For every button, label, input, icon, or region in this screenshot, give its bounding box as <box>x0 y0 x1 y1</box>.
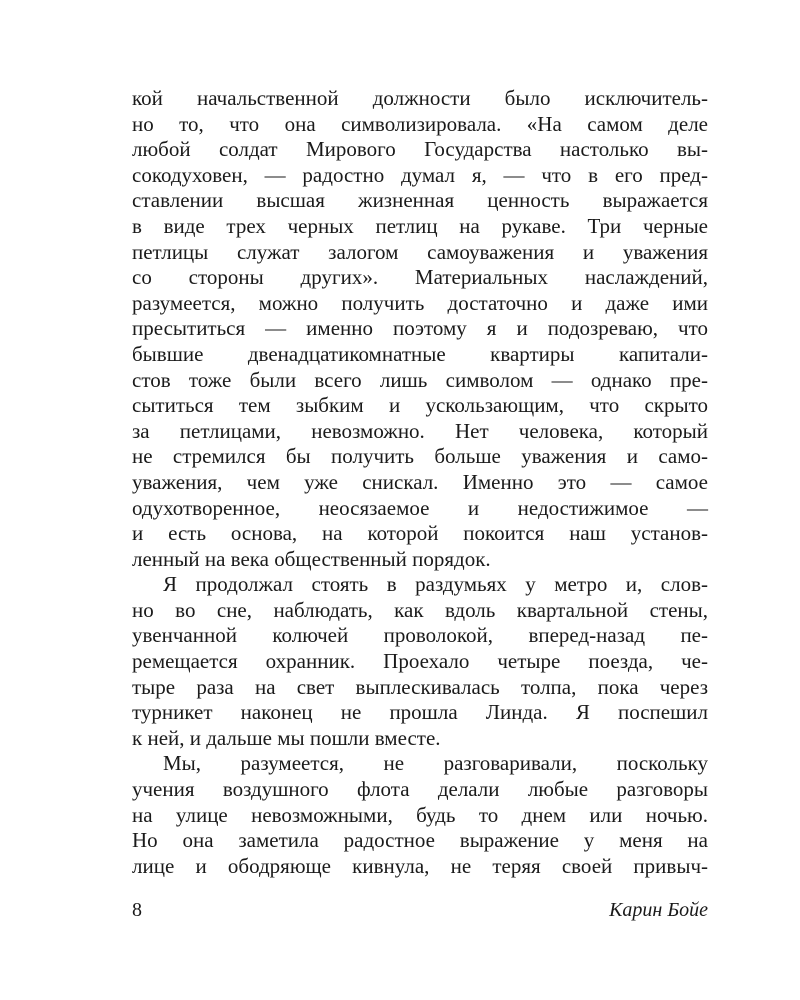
text-line: ленный на века общественный порядок. <box>132 546 491 571</box>
text-line: и есть основа, на которой покоится наш установ- <box>132 521 708 546</box>
text-line: стов тоже были всего лишь символом — однако пре- <box>132 367 708 392</box>
text-line: но во сне, наблюдать, как вдоль квартальной стены, <box>132 597 708 622</box>
text-line: Но она заметила радостное выражение у меня на <box>132 828 708 853</box>
text-line: со стороны других». Материальных наслаждений, <box>132 265 708 290</box>
text-line: ремещается охранник. Проехало четыре поезда, че- <box>132 649 708 674</box>
text-line: учения воздушного флота делали любые разговоры <box>132 777 708 802</box>
text-line: но то, что она символизировала. «На самом деле <box>132 111 708 136</box>
text-line: сокодуховен, — радостно думал я, — что в его пред- <box>132 162 708 187</box>
text-line: не стремился бы получить больше уважения и само- <box>132 444 708 469</box>
text-line: увенчанной колючей проволокой, вперед-назад пе- <box>132 623 708 648</box>
text-line: уважения, чем уже снискал. Именно это — самое <box>132 469 708 494</box>
text-line: бывшие двенадцатикомнатные квартиры капитали- <box>132 341 708 366</box>
text-line: ставлении высшая жизненная ценность выражается <box>132 188 708 213</box>
body-text <box>132 86 708 879</box>
text-line: одухотворенное, неосязаемое и недостижимое — <box>132 495 708 520</box>
text-line: на улице невозможными, будь то днем или ночью. <box>132 802 708 827</box>
paragraph-start-line: Я продолжал стоять в раздумьях у метро и, слов- <box>163 572 708 597</box>
text-line: за петлицами, невозможно. Нет человека, который <box>132 418 708 443</box>
page-footer <box>132 897 708 923</box>
text-line: сытиться тем зыбким и ускользающим, что скрыто <box>132 393 708 418</box>
text-line: разумеется, можно получить достаточно и даже ими <box>132 290 708 315</box>
text-line: лице и ободряюще кивнула, не теряя своей привыч- <box>132 853 708 878</box>
text-line: в виде трех черных петлиц на рукаве. Три черные <box>132 213 708 238</box>
text-line: к ней, и дальше мы пошли вместе. <box>132 725 441 750</box>
text-line: тыре раза на свет выплескивалась толпа, пока через <box>132 674 708 699</box>
paragraph-start-line: Мы, разумеется, не разговаривали, поскольку <box>163 751 708 776</box>
running-author: Карин Бойе <box>609 899 708 921</box>
text-line: кой начальственной должности было исключитель- <box>132 86 708 110</box>
text-line: турникет наконец не прошла Линда. Я поспешил <box>132 700 708 725</box>
text-line: любой солдат Мирового Государства настолько вы- <box>132 137 708 162</box>
text-line: пресытиться — именно поэтому я и подозреваю, что <box>132 316 708 341</box>
page-number: 8 <box>132 899 142 921</box>
text-line: петлицы служат залогом самоуважения и уважения <box>132 239 708 264</box>
